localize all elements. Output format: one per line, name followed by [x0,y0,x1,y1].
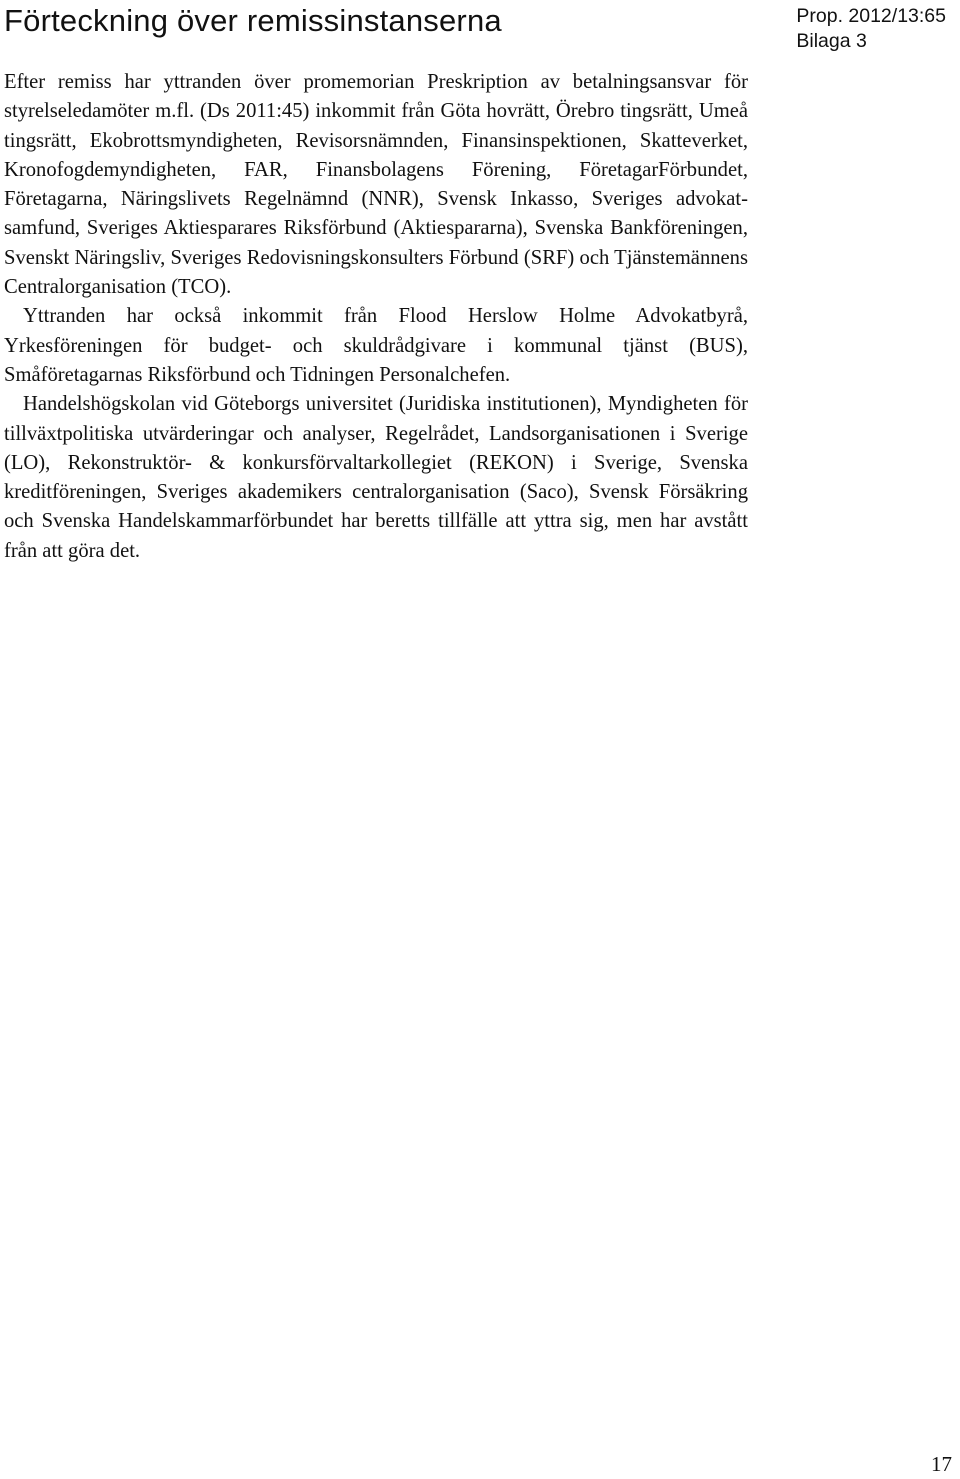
page-number: 17 [931,1452,952,1476]
page-title: Förteckning över remissinstanserna [4,3,502,38]
proposition-reference [796,4,946,54]
proposition-number: Prop. 2012/13:65 [796,5,946,27]
paragraph-additional-responses: Yttranden har också inkommit från Flood Herslow Holme Advokatbyrå, Yrkesföreningen för budget- och skuldrådgivare i kommunal tjänst (BUS), Småföretagarnas Riksförbund och Tidningen Personalchefen. [4,305,748,386]
body-text [4,68,748,566]
appendix-label: Bilaga 3 [796,30,867,52]
paragraph-no-response: Handelshögskolan vid Göteborgs universitet (Juridiska institutionen), Myndigheten för tillväxtpolitiska utvärderingar och analyser, Regelrådet, Landsorganisationen i Sverige (LO), Rekonstruktör- & konkursförvaltarkollegiet (REKON) i Sverige, Svenska kreditföreningen, Sveriges akademikers centralorganisation (Saco), Svensk Försäkring och Svenska Handelskammarförbundet har beretts tillfälle att yttra sig, men har avstått från att göra det. [4,393,748,562]
paragraph-remiss-responses: Efter remiss har yttranden över promemorian Preskription av betalningsansvar för styrelseledamöter m.fl. (Ds 2011:45) inkommit från Göta hovrätt, Örebro tingsrätt, Umeå tingsrätt, Ekobrottsmyndigheten, Revisorsnämnden, Finansinspektionen, Skatteverket, Kronofogdemyndigheten, FAR, Finansbolagens Förening, FöretagarFörbundet, Företagarna, Näringslivets Regelnämnd (NNR), Svensk Inkasso, Sveriges advokatsamfund, Sveriges Aktiesparares Riksförbund (Aktiespararna), Svenska Bankföreningen, Svenskt Näringsliv, Sveriges Redovisningskonsulters Förbund (SRF) och Tjänstemännens Centralorganisation (TCO). [4,71,748,299]
